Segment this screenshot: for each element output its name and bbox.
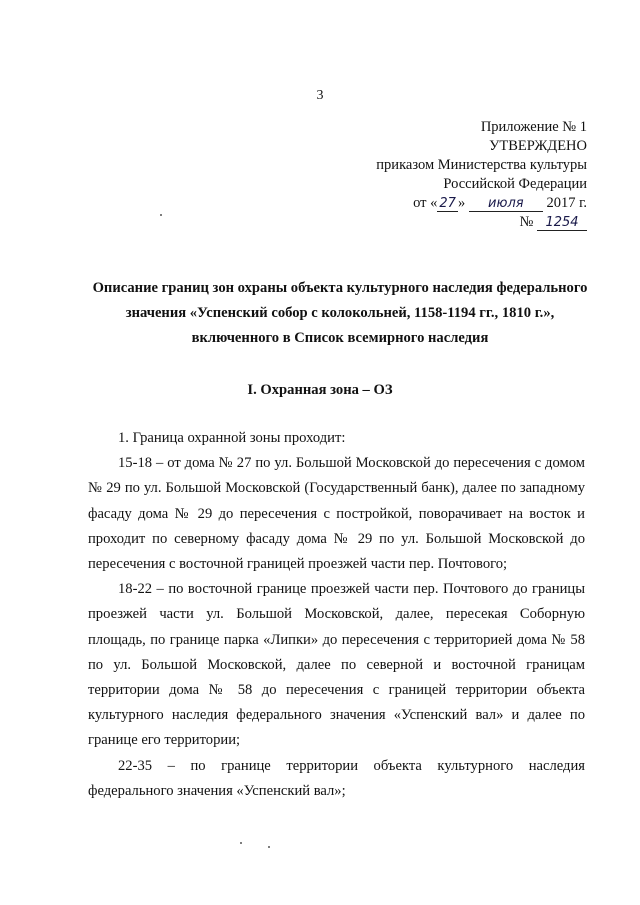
- number-value-handwritten: 1254: [537, 216, 587, 231]
- paragraph-22-35: 22-35 – по границе территории объекта культурного наследия федерального значения «Успенский вал»;: [88, 757, 585, 799]
- federation-label: Российской Федерации: [443, 176, 587, 192]
- approved-label: УТВЕРЖДЕНО: [489, 138, 587, 154]
- paragraph-18-22: 18-22 – по восточной границе проезжей части пер. Почтового до границы проезжей части ул. Большой Московской, далее, пересекая Соборную площадь, по границе парка «Липки» до пересечения с территорией дома № 58 по ул. Большой Московской, далее по северной и восточной границам территории дома № 58 до пересечения с границей территории объекта культурного наследия федерального значения «Успенский вал» и далее по границе его территории;: [88, 581, 585, 749]
- title-line-3: включенного в Список всемирного наследия: [191, 330, 489, 346]
- approval-block: [287, 118, 587, 232]
- appendix-label: Приложение № 1: [480, 119, 587, 135]
- title-line-1: Описание границ зон охраны объекта культурного наследия федерального: [92, 280, 588, 296]
- order-of-label: приказом Министерства культуры: [376, 157, 587, 173]
- date-day-handwritten: 27: [439, 196, 456, 211]
- body-text: [88, 426, 585, 804]
- scan-speck: [268, 846, 270, 848]
- date-prefix: от «: [413, 195, 438, 211]
- number-prefix: №: [519, 214, 534, 230]
- date-month-handwritten: июля: [469, 197, 543, 212]
- scan-speck: [240, 842, 242, 844]
- section-heading: I. Охранная зона – ОЗ: [247, 382, 393, 398]
- page-number: 3: [316, 88, 324, 103]
- approval-number: [287, 213, 587, 232]
- date-year: 2017 г.: [546, 195, 587, 211]
- date-mid: »: [457, 195, 466, 211]
- title-line-2: значения «Успенский собор с колокольней, 1158-1194 гг., 1810 г.»,: [125, 305, 555, 321]
- document-title: [80, 276, 600, 351]
- approval-date: [287, 194, 587, 213]
- paragraph-15-18: 15-18 – от дома № 27 по ул. Большой Московской до пересечения с домом № 29 по ул. Большой Московской (Государственный банк), далее по западному фасаду дома № 29 до пересечения с постройкой, поворачивает на восток и проходит по северному фасаду дома № 29 по ул. Большой Московской до пересечения с восточной границей проезжей части пер. Почтового;: [88, 455, 585, 573]
- paragraph-intro: 1. Граница охранной зоны проходит:: [118, 430, 346, 446]
- scan-speck: [160, 214, 162, 216]
